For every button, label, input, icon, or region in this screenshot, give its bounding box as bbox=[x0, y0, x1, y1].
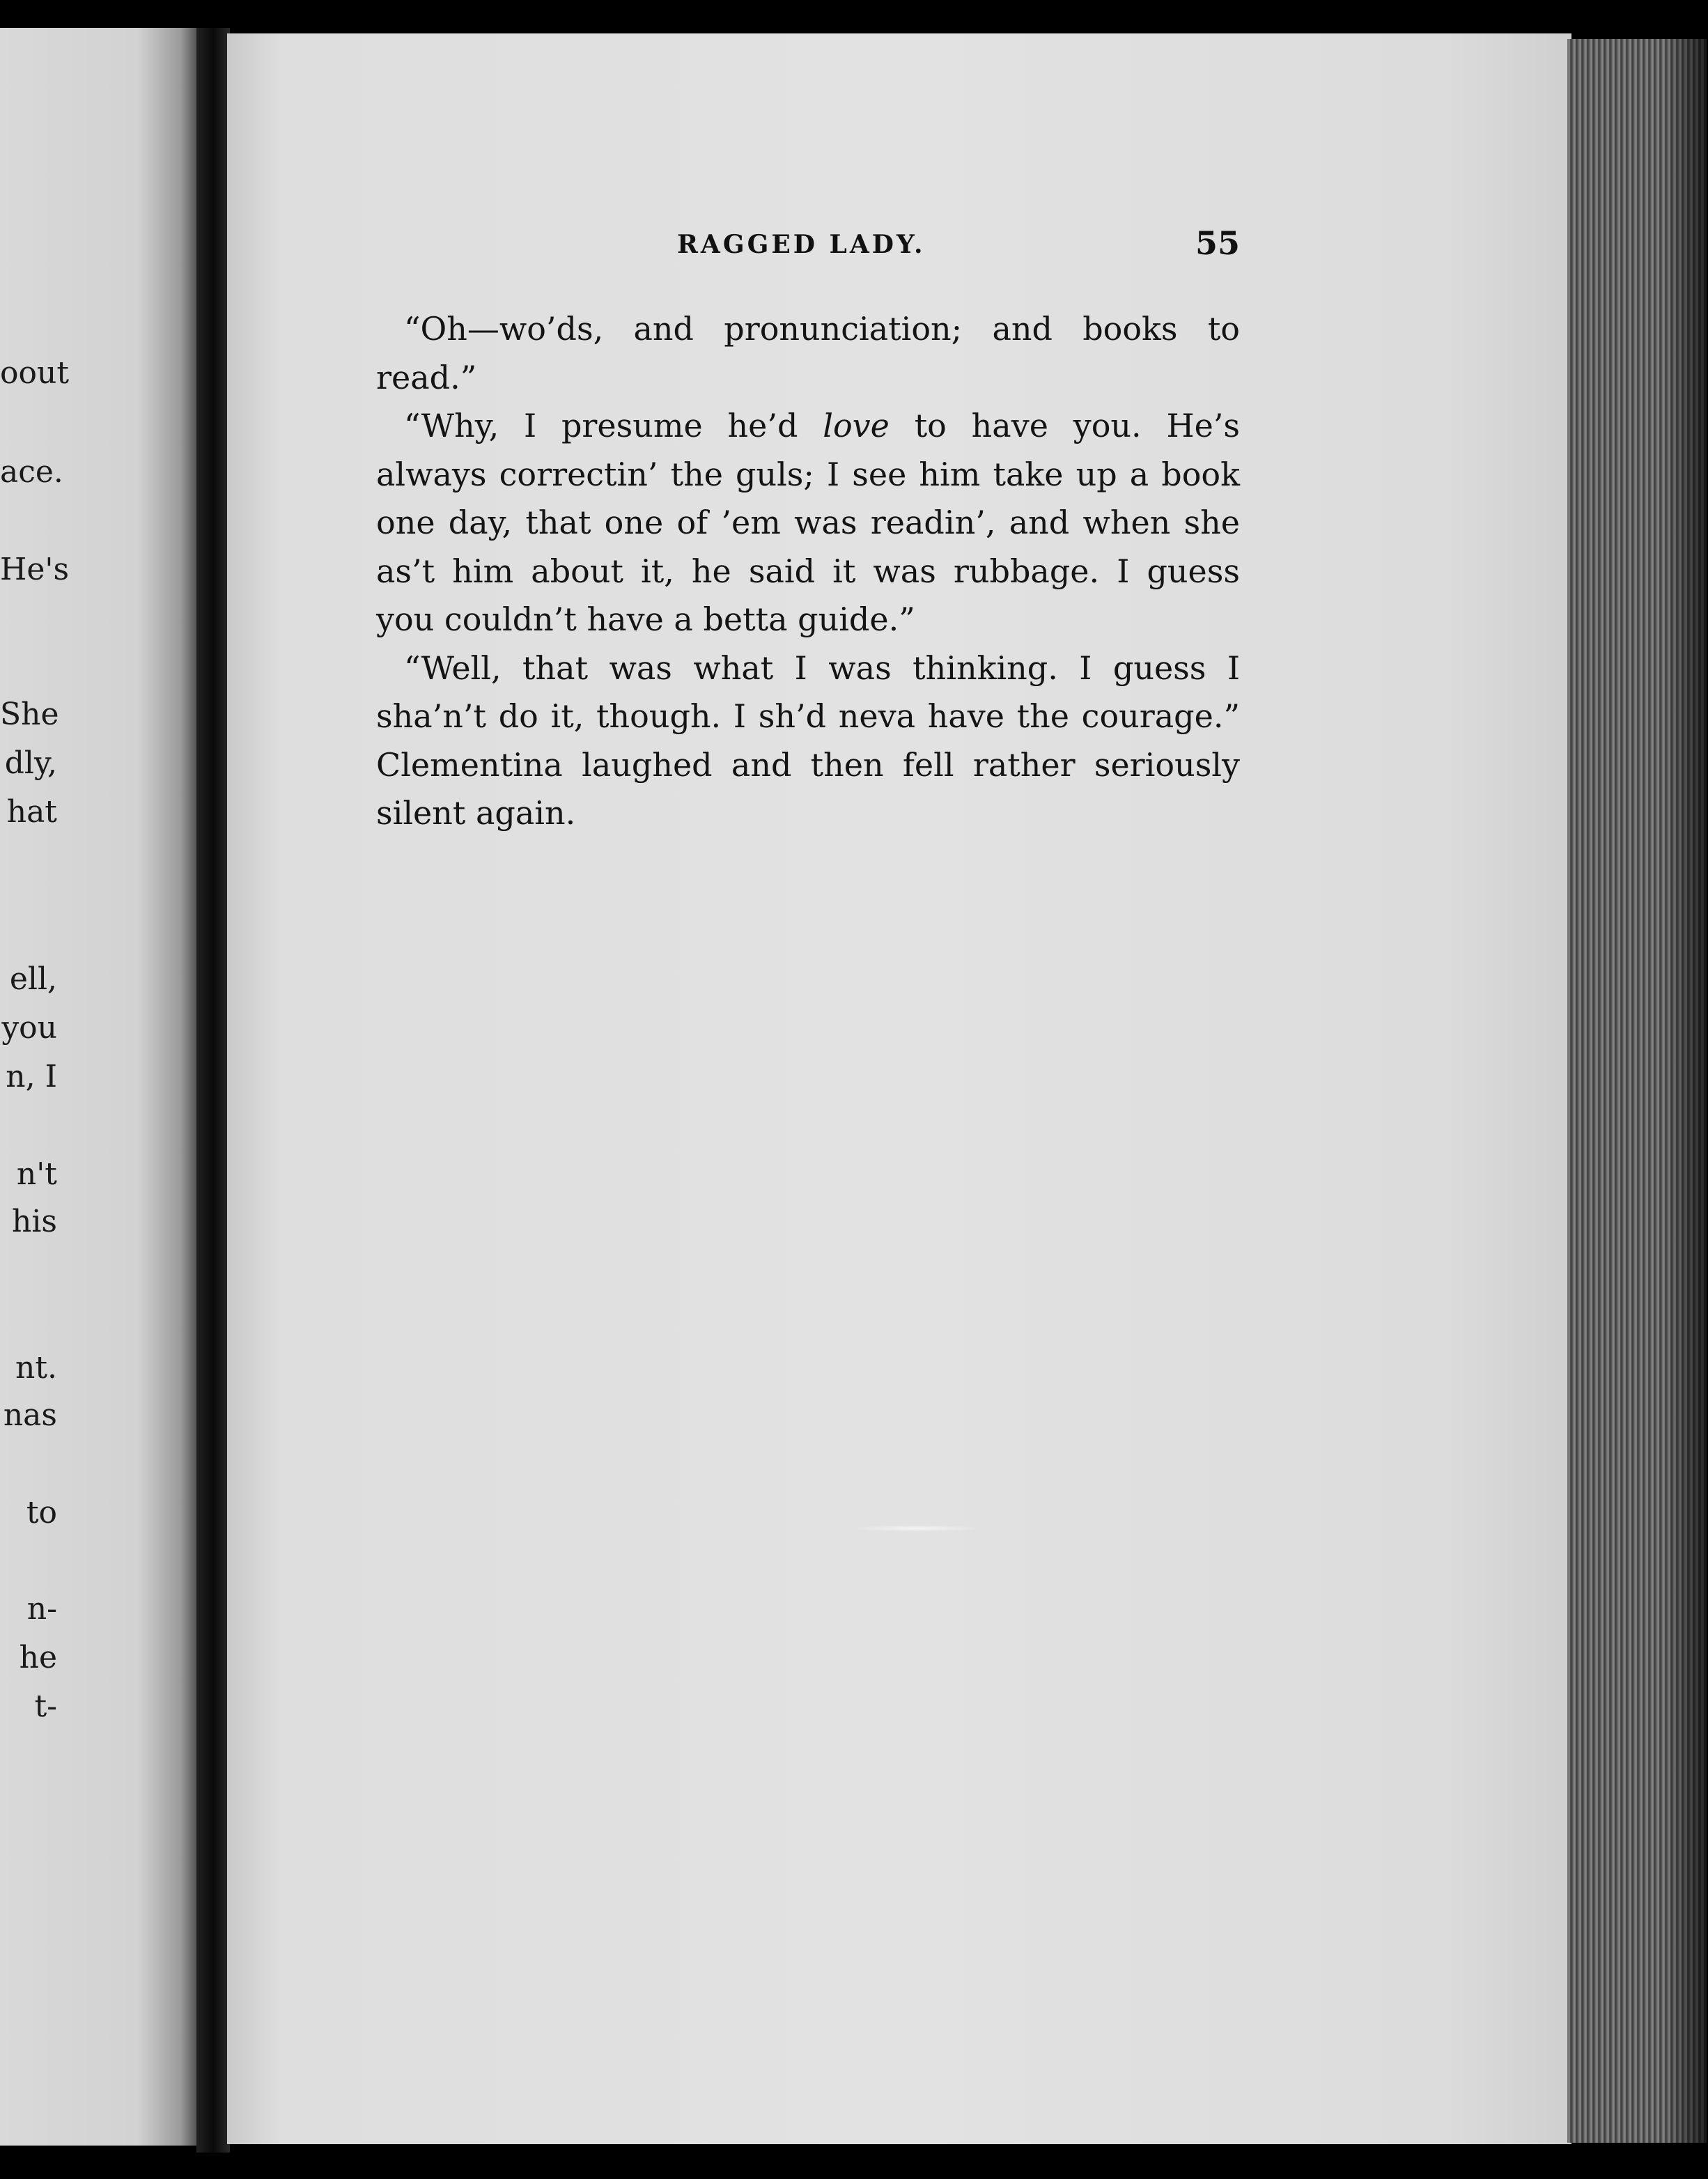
left-fragment: ell, bbox=[9, 961, 57, 997]
paragraph bbox=[376, 644, 1240, 838]
left-fragment: n- bbox=[26, 1591, 57, 1627]
page-body bbox=[376, 305, 1240, 838]
text-line: “Why, I presume he’d love to have you. He’s bbox=[404, 407, 1241, 444]
left-fragment: oout bbox=[0, 355, 69, 391]
left-fragment: t- bbox=[34, 1689, 57, 1724]
left-fragment: He's bbox=[0, 552, 70, 587]
left-fragment: n, I bbox=[6, 1059, 57, 1094]
left-fragment: She bbox=[0, 697, 59, 732]
paragraph bbox=[376, 305, 1240, 402]
text-line: one day, that one of ’em was readin’, and when she bbox=[376, 504, 1240, 541]
left-fragment: to bbox=[26, 1495, 57, 1530]
running-head: RAGGED LADY. bbox=[677, 230, 926, 259]
paragraph bbox=[376, 402, 1240, 644]
left-fragment: he bbox=[19, 1640, 57, 1675]
page-edges bbox=[1567, 39, 1707, 2143]
left-fragment: ace. bbox=[0, 454, 63, 490]
left-fragment: nt. bbox=[15, 1350, 57, 1386]
text-line: Clementina laughed and then fell rather seriously bbox=[376, 745, 1240, 784]
facing-page-left bbox=[0, 28, 196, 2146]
left-fragment: hat bbox=[6, 794, 57, 830]
text-line: sha’n’t do it, though. I sh’d neva have the courage.” bbox=[376, 697, 1240, 735]
text-line: always correctin’ the guls; I see him take up a book bbox=[376, 455, 1240, 493]
left-fragment: you bbox=[1, 1010, 57, 1046]
text-line: read.” bbox=[376, 358, 477, 396]
text-line: silent again. bbox=[376, 794, 576, 832]
emphasis: love bbox=[823, 407, 890, 444]
left-fragment: dly, bbox=[4, 745, 57, 781]
text-line: “Well, that was what I was thinking. I guess I bbox=[404, 649, 1240, 687]
book-gutter bbox=[196, 28, 230, 2153]
text-line: “Oh—wo’ds, and pronunciation; and books to bbox=[404, 310, 1240, 348]
left-fragment: nas bbox=[3, 1397, 57, 1433]
page-number: 55 bbox=[1195, 224, 1240, 262]
left-fragment: his bbox=[12, 1204, 57, 1239]
text-line: you couldn’t have a betta guide.” bbox=[376, 600, 915, 638]
page-header bbox=[376, 224, 1240, 272]
text-line: as’t him about it, he said it was rubbage. I guess bbox=[376, 552, 1240, 590]
paper-smudge bbox=[857, 1526, 975, 1531]
left-fragment: n't bbox=[16, 1156, 57, 1192]
